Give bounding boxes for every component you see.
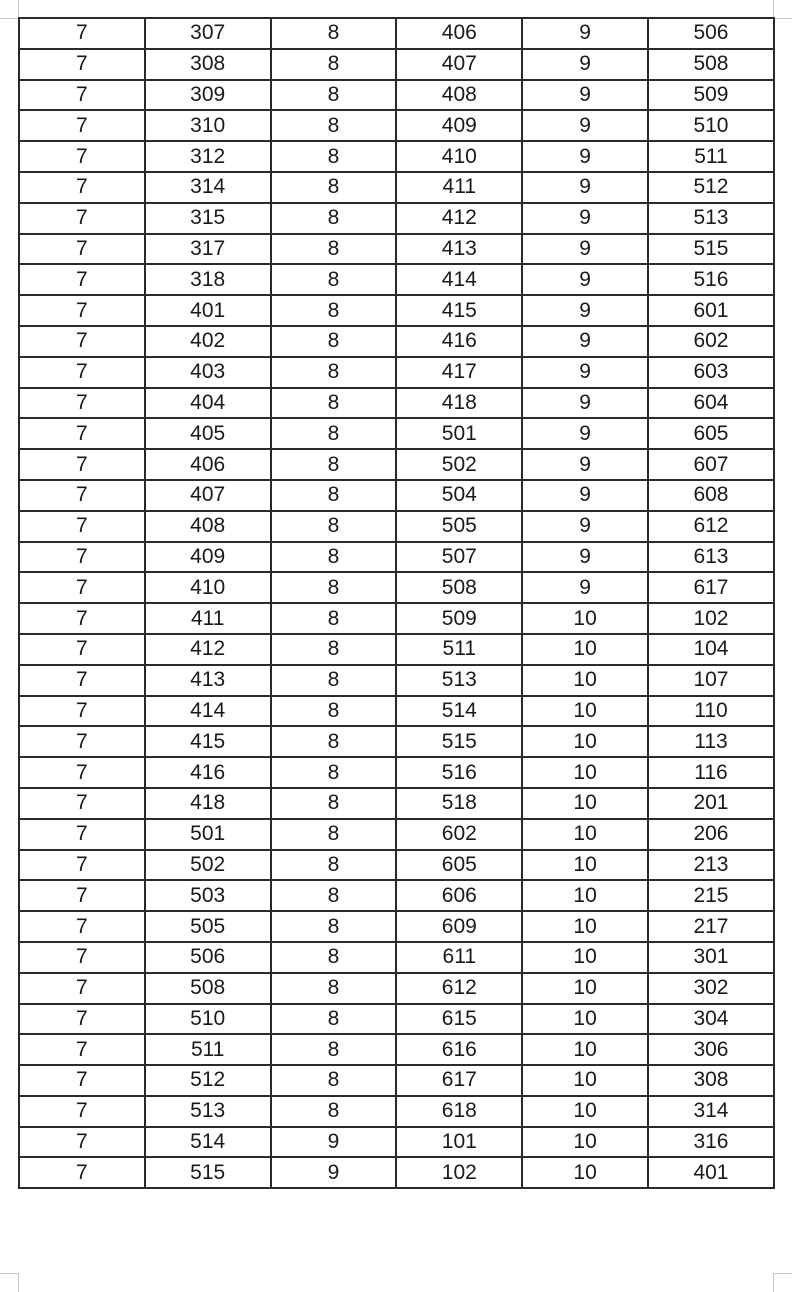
table-cell-grade-c: 10 <box>522 603 648 634</box>
table-cell-grade-a: 7 <box>19 203 145 234</box>
table-cell-grade-a: 7 <box>19 1096 145 1127</box>
table-cell-room-b: 516 <box>396 757 522 788</box>
table-cell-grade-c: 10 <box>522 942 648 973</box>
table-cell-room-b: 618 <box>396 1096 522 1127</box>
page-corner-mark-bottom-left <box>0 1273 19 1292</box>
table-cell-grade-a: 7 <box>19 542 145 573</box>
table-cell-grade-a: 7 <box>19 1157 145 1188</box>
table-cell-room-b: 518 <box>396 788 522 819</box>
table-cell-room-a: 309 <box>145 80 271 111</box>
table-row <box>19 141 774 172</box>
table-cell-room-c: 603 <box>648 357 774 388</box>
table-cell-room-a: 510 <box>145 1004 271 1035</box>
table-cell-grade-b: 8 <box>271 819 397 850</box>
table-row <box>19 850 774 881</box>
table-cell-room-c: 510 <box>648 110 774 141</box>
table-row <box>19 1065 774 1096</box>
table-cell-grade-c: 10 <box>522 788 648 819</box>
table-cell-room-c: 116 <box>648 757 774 788</box>
table-cell-grade-a: 7 <box>19 634 145 665</box>
table-cell-grade-c: 9 <box>522 326 648 357</box>
table-cell-room-a: 307 <box>145 18 271 49</box>
table-cell-grade-c: 10 <box>522 726 648 757</box>
table-cell-room-a: 411 <box>145 603 271 634</box>
table-cell-grade-c: 9 <box>522 203 648 234</box>
table-cell-room-a: 310 <box>145 110 271 141</box>
table-cell-grade-c: 10 <box>522 1157 648 1188</box>
table-cell-grade-b: 8 <box>271 726 397 757</box>
table-cell-grade-a: 7 <box>19 295 145 326</box>
table-cell-grade-c: 9 <box>522 49 648 80</box>
table-cell-room-c: 508 <box>648 49 774 80</box>
table-cell-room-a: 404 <box>145 388 271 419</box>
table-cell-grade-a: 7 <box>19 1004 145 1035</box>
table-cell-room-c: 506 <box>648 18 774 49</box>
table-cell-room-b: 501 <box>396 418 522 449</box>
table-row <box>19 973 774 1004</box>
table-cell-room-a: 410 <box>145 572 271 603</box>
table-cell-grade-b: 8 <box>271 572 397 603</box>
table-cell-room-b: 605 <box>396 850 522 881</box>
table-cell-room-c: 316 <box>648 1127 774 1158</box>
table-cell-grade-c: 9 <box>522 542 648 573</box>
table-cell-room-c: 509 <box>648 80 774 111</box>
table-cell-room-c: 201 <box>648 788 774 819</box>
table-row <box>19 480 774 511</box>
table-cell-room-a: 503 <box>145 880 271 911</box>
table-cell-room-b: 406 <box>396 18 522 49</box>
table-row <box>19 357 774 388</box>
page-corner-mark-top-left <box>0 0 19 19</box>
table-cell-grade-b: 8 <box>271 357 397 388</box>
table-cell-room-c: 515 <box>648 234 774 265</box>
table-cell-grade-b: 8 <box>271 1065 397 1096</box>
table-cell-room-a: 414 <box>145 696 271 727</box>
table-cell-room-b: 617 <box>396 1065 522 1096</box>
table-row <box>19 449 774 480</box>
table-cell-grade-a: 7 <box>19 880 145 911</box>
table-cell-room-a: 403 <box>145 357 271 388</box>
table-cell-room-b: 606 <box>396 880 522 911</box>
table-cell-room-b: 102 <box>396 1157 522 1188</box>
table-cell-room-b: 411 <box>396 172 522 203</box>
table-cell-room-c: 604 <box>648 388 774 419</box>
number-table <box>18 17 775 1189</box>
table-cell-grade-a: 7 <box>19 1065 145 1096</box>
table-cell-room-c: 601 <box>648 295 774 326</box>
page-corner-mark-top-right <box>773 0 792 19</box>
table-cell-room-c: 308 <box>648 1065 774 1096</box>
table-row <box>19 1096 774 1127</box>
table-cell-room-a: 315 <box>145 203 271 234</box>
table-row <box>19 942 774 973</box>
table-cell-room-b: 412 <box>396 203 522 234</box>
table-cell-grade-c: 10 <box>522 665 648 696</box>
table-cell-grade-c: 10 <box>522 757 648 788</box>
table-cell-room-c: 217 <box>648 911 774 942</box>
table-cell-grade-a: 7 <box>19 973 145 1004</box>
table-cell-grade-c: 10 <box>522 819 648 850</box>
table-cell-room-b: 609 <box>396 911 522 942</box>
table-cell-grade-b: 9 <box>271 1127 397 1158</box>
table-cell-grade-b: 8 <box>271 757 397 788</box>
table-cell-grade-c: 9 <box>522 449 648 480</box>
table-cell-room-a: 513 <box>145 1096 271 1127</box>
table-cell-room-b: 417 <box>396 357 522 388</box>
table-cell-room-b: 413 <box>396 234 522 265</box>
table-cell-room-c: 215 <box>648 880 774 911</box>
table-cell-grade-c: 10 <box>522 696 648 727</box>
table-cell-grade-c: 9 <box>522 234 648 265</box>
table-row <box>19 511 774 542</box>
table-cell-room-c: 607 <box>648 449 774 480</box>
table-cell-room-c: 213 <box>648 850 774 881</box>
table-cell-room-a: 415 <box>145 726 271 757</box>
table-cell-grade-b: 8 <box>271 49 397 80</box>
table-cell-grade-a: 7 <box>19 234 145 265</box>
table-row <box>19 542 774 573</box>
table-cell-room-b: 507 <box>396 542 522 573</box>
table-cell-room-b: 407 <box>396 49 522 80</box>
table-cell-grade-a: 7 <box>19 1127 145 1158</box>
table-cell-grade-b: 8 <box>271 1034 397 1065</box>
table-row <box>19 326 774 357</box>
table-row <box>19 1004 774 1035</box>
table-cell-grade-a: 7 <box>19 49 145 80</box>
table-cell-grade-b: 8 <box>271 511 397 542</box>
table-row <box>19 880 774 911</box>
table-row <box>19 634 774 665</box>
table-cell-grade-b: 8 <box>271 110 397 141</box>
table-cell-grade-b: 8 <box>271 295 397 326</box>
table-cell-room-a: 402 <box>145 326 271 357</box>
table-cell-grade-b: 8 <box>271 973 397 1004</box>
table-cell-room-c: 304 <box>648 1004 774 1035</box>
table-cell-grade-a: 7 <box>19 696 145 727</box>
table-cell-grade-b: 8 <box>271 788 397 819</box>
table-cell-grade-c: 10 <box>522 1004 648 1035</box>
table-cell-room-a: 407 <box>145 480 271 511</box>
table-cell-grade-a: 7 <box>19 726 145 757</box>
table-cell-grade-c: 9 <box>522 141 648 172</box>
table-cell-room-a: 502 <box>145 850 271 881</box>
table-cell-room-a: 413 <box>145 665 271 696</box>
table-cell-room-c: 102 <box>648 603 774 634</box>
table-row <box>19 295 774 326</box>
table-cell-room-c: 605 <box>648 418 774 449</box>
table-row <box>19 80 774 111</box>
table-cell-room-b: 416 <box>396 326 522 357</box>
table-cell-grade-a: 7 <box>19 110 145 141</box>
table-cell-grade-a: 7 <box>19 480 145 511</box>
table-cell-room-a: 501 <box>145 819 271 850</box>
table-row <box>19 572 774 603</box>
table-cell-room-b: 611 <box>396 942 522 973</box>
table-cell-room-a: 418 <box>145 788 271 819</box>
table-row <box>19 203 774 234</box>
table-row <box>19 172 774 203</box>
table-cell-room-b: 408 <box>396 80 522 111</box>
table-cell-grade-b: 8 <box>271 696 397 727</box>
table-cell-grade-b: 8 <box>271 18 397 49</box>
table-cell-grade-b: 8 <box>271 203 397 234</box>
table-cell-grade-b: 9 <box>271 1157 397 1188</box>
table-cell-grade-c: 9 <box>522 418 648 449</box>
table-cell-room-a: 412 <box>145 634 271 665</box>
table-cell-grade-b: 8 <box>271 942 397 973</box>
table-cell-grade-a: 7 <box>19 264 145 295</box>
table-cell-room-b: 415 <box>396 295 522 326</box>
table-row <box>19 696 774 727</box>
table-cell-grade-a: 7 <box>19 819 145 850</box>
table-cell-room-c: 302 <box>648 973 774 1004</box>
table-cell-grade-b: 8 <box>271 634 397 665</box>
table-cell-room-c: 206 <box>648 819 774 850</box>
table-cell-grade-b: 8 <box>271 850 397 881</box>
table-cell-room-a: 514 <box>145 1127 271 1158</box>
table-row <box>19 665 774 696</box>
table-cell-room-c: 401 <box>648 1157 774 1188</box>
table-cell-room-b: 101 <box>396 1127 522 1158</box>
table-cell-room-c: 107 <box>648 665 774 696</box>
table-cell-grade-a: 7 <box>19 911 145 942</box>
table-cell-grade-b: 8 <box>271 542 397 573</box>
table-cell-room-a: 515 <box>145 1157 271 1188</box>
table-cell-room-a: 505 <box>145 911 271 942</box>
table-cell-room-a: 405 <box>145 418 271 449</box>
table-row <box>19 819 774 850</box>
table-cell-grade-c: 9 <box>522 480 648 511</box>
table-cell-grade-c: 9 <box>522 511 648 542</box>
table-cell-grade-b: 8 <box>271 388 397 419</box>
table-cell-grade-a: 7 <box>19 603 145 634</box>
table-cell-grade-c: 10 <box>522 880 648 911</box>
table-cell-room-b: 513 <box>396 665 522 696</box>
table-cell-grade-b: 8 <box>271 80 397 111</box>
table-cell-grade-c: 10 <box>522 1096 648 1127</box>
table-cell-grade-a: 7 <box>19 388 145 419</box>
table-cell-grade-b: 8 <box>271 449 397 480</box>
table-cell-room-a: 406 <box>145 449 271 480</box>
table-cell-grade-b: 8 <box>271 665 397 696</box>
table-cell-grade-c: 10 <box>522 911 648 942</box>
table-cell-room-a: 409 <box>145 542 271 573</box>
table-cell-room-a: 511 <box>145 1034 271 1065</box>
table-cell-room-c: 104 <box>648 634 774 665</box>
table-cell-grade-a: 7 <box>19 665 145 696</box>
table-cell-room-a: 317 <box>145 234 271 265</box>
table-cell-grade-b: 8 <box>271 326 397 357</box>
table-cell-room-a: 314 <box>145 172 271 203</box>
table-cell-grade-c: 9 <box>522 295 648 326</box>
table-cell-room-c: 516 <box>648 264 774 295</box>
page-corner-mark-bottom-right <box>773 1273 792 1292</box>
table-cell-grade-b: 8 <box>271 911 397 942</box>
table-cell-room-a: 508 <box>145 973 271 1004</box>
table-cell-grade-a: 7 <box>19 788 145 819</box>
table-cell-grade-b: 8 <box>271 418 397 449</box>
table-cell-grade-a: 7 <box>19 572 145 603</box>
table-cell-room-b: 505 <box>396 511 522 542</box>
table-cell-grade-b: 8 <box>271 172 397 203</box>
table-cell-grade-a: 7 <box>19 326 145 357</box>
table-cell-room-b: 612 <box>396 973 522 1004</box>
table-cell-room-c: 617 <box>648 572 774 603</box>
table-cell-grade-c: 10 <box>522 1127 648 1158</box>
table-cell-room-a: 506 <box>145 942 271 973</box>
table-cell-grade-c: 10 <box>522 1034 648 1065</box>
table-cell-grade-b: 8 <box>271 480 397 511</box>
table-cell-grade-c: 9 <box>522 18 648 49</box>
table-row <box>19 1157 774 1188</box>
table-body <box>19 18 774 1188</box>
table-cell-grade-b: 8 <box>271 603 397 634</box>
table-row <box>19 264 774 295</box>
table-cell-room-a: 308 <box>145 49 271 80</box>
table-cell-room-b: 616 <box>396 1034 522 1065</box>
table-row <box>19 388 774 419</box>
table-cell-room-a: 318 <box>145 264 271 295</box>
table-cell-room-b: 418 <box>396 388 522 419</box>
table-row <box>19 110 774 141</box>
table-cell-grade-a: 7 <box>19 757 145 788</box>
table-cell-room-c: 608 <box>648 480 774 511</box>
table-cell-grade-b: 8 <box>271 234 397 265</box>
table-cell-room-c: 301 <box>648 942 774 973</box>
table-cell-grade-c: 9 <box>522 388 648 419</box>
table-row <box>19 726 774 757</box>
table-row <box>19 49 774 80</box>
table-cell-room-b: 509 <box>396 603 522 634</box>
table-cell-room-a: 416 <box>145 757 271 788</box>
table-cell-grade-a: 7 <box>19 141 145 172</box>
table-cell-grade-a: 7 <box>19 449 145 480</box>
table-cell-room-b: 514 <box>396 696 522 727</box>
table-cell-grade-b: 8 <box>271 880 397 911</box>
table-cell-room-b: 602 <box>396 819 522 850</box>
table-row <box>19 757 774 788</box>
table-cell-grade-a: 7 <box>19 1034 145 1065</box>
table-cell-grade-c: 9 <box>522 80 648 111</box>
table-row <box>19 1127 774 1158</box>
table-cell-room-c: 306 <box>648 1034 774 1065</box>
table-cell-grade-b: 8 <box>271 141 397 172</box>
table-cell-grade-c: 9 <box>522 172 648 203</box>
table-cell-grade-a: 7 <box>19 418 145 449</box>
table-cell-room-c: 602 <box>648 326 774 357</box>
table-cell-room-b: 414 <box>396 264 522 295</box>
table-cell-room-b: 515 <box>396 726 522 757</box>
table-cell-room-c: 511 <box>648 141 774 172</box>
table-cell-room-c: 110 <box>648 696 774 727</box>
table-cell-grade-c: 10 <box>522 1065 648 1096</box>
table-cell-grade-c: 10 <box>522 973 648 1004</box>
table-cell-room-b: 410 <box>396 141 522 172</box>
table-cell-grade-c: 10 <box>522 850 648 881</box>
table-cell-room-b: 508 <box>396 572 522 603</box>
table-cell-room-c: 612 <box>648 511 774 542</box>
table-cell-room-c: 113 <box>648 726 774 757</box>
table-cell-room-b: 615 <box>396 1004 522 1035</box>
table-cell-grade-c: 9 <box>522 572 648 603</box>
table-cell-room-c: 513 <box>648 203 774 234</box>
table-cell-room-a: 512 <box>145 1065 271 1096</box>
table-row <box>19 603 774 634</box>
table-cell-grade-a: 7 <box>19 172 145 203</box>
table-cell-room-b: 504 <box>396 480 522 511</box>
table-row <box>19 418 774 449</box>
table-cell-grade-c: 9 <box>522 264 648 295</box>
table-cell-room-b: 409 <box>396 110 522 141</box>
table-cell-grade-c: 9 <box>522 357 648 388</box>
table-cell-room-a: 312 <box>145 141 271 172</box>
table-cell-room-a: 401 <box>145 295 271 326</box>
table-cell-grade-a: 7 <box>19 942 145 973</box>
table-cell-grade-b: 8 <box>271 264 397 295</box>
table-cell-room-b: 511 <box>396 634 522 665</box>
table-cell-grade-a: 7 <box>19 850 145 881</box>
table-cell-room-c: 613 <box>648 542 774 573</box>
table-cell-room-a: 408 <box>145 511 271 542</box>
table-cell-grade-a: 7 <box>19 511 145 542</box>
table-cell-grade-c: 10 <box>522 634 648 665</box>
table-row <box>19 788 774 819</box>
table-cell-room-c: 314 <box>648 1096 774 1127</box>
table-cell-room-b: 502 <box>396 449 522 480</box>
table-cell-grade-a: 7 <box>19 357 145 388</box>
table-row <box>19 18 774 49</box>
table-cell-grade-b: 8 <box>271 1096 397 1127</box>
table-cell-grade-b: 8 <box>271 1004 397 1035</box>
table-cell-grade-a: 7 <box>19 80 145 111</box>
table-cell-grade-a: 7 <box>19 18 145 49</box>
table-row <box>19 234 774 265</box>
table-row <box>19 911 774 942</box>
table-cell-room-c: 512 <box>648 172 774 203</box>
table-row <box>19 1034 774 1065</box>
table-cell-grade-c: 9 <box>522 110 648 141</box>
